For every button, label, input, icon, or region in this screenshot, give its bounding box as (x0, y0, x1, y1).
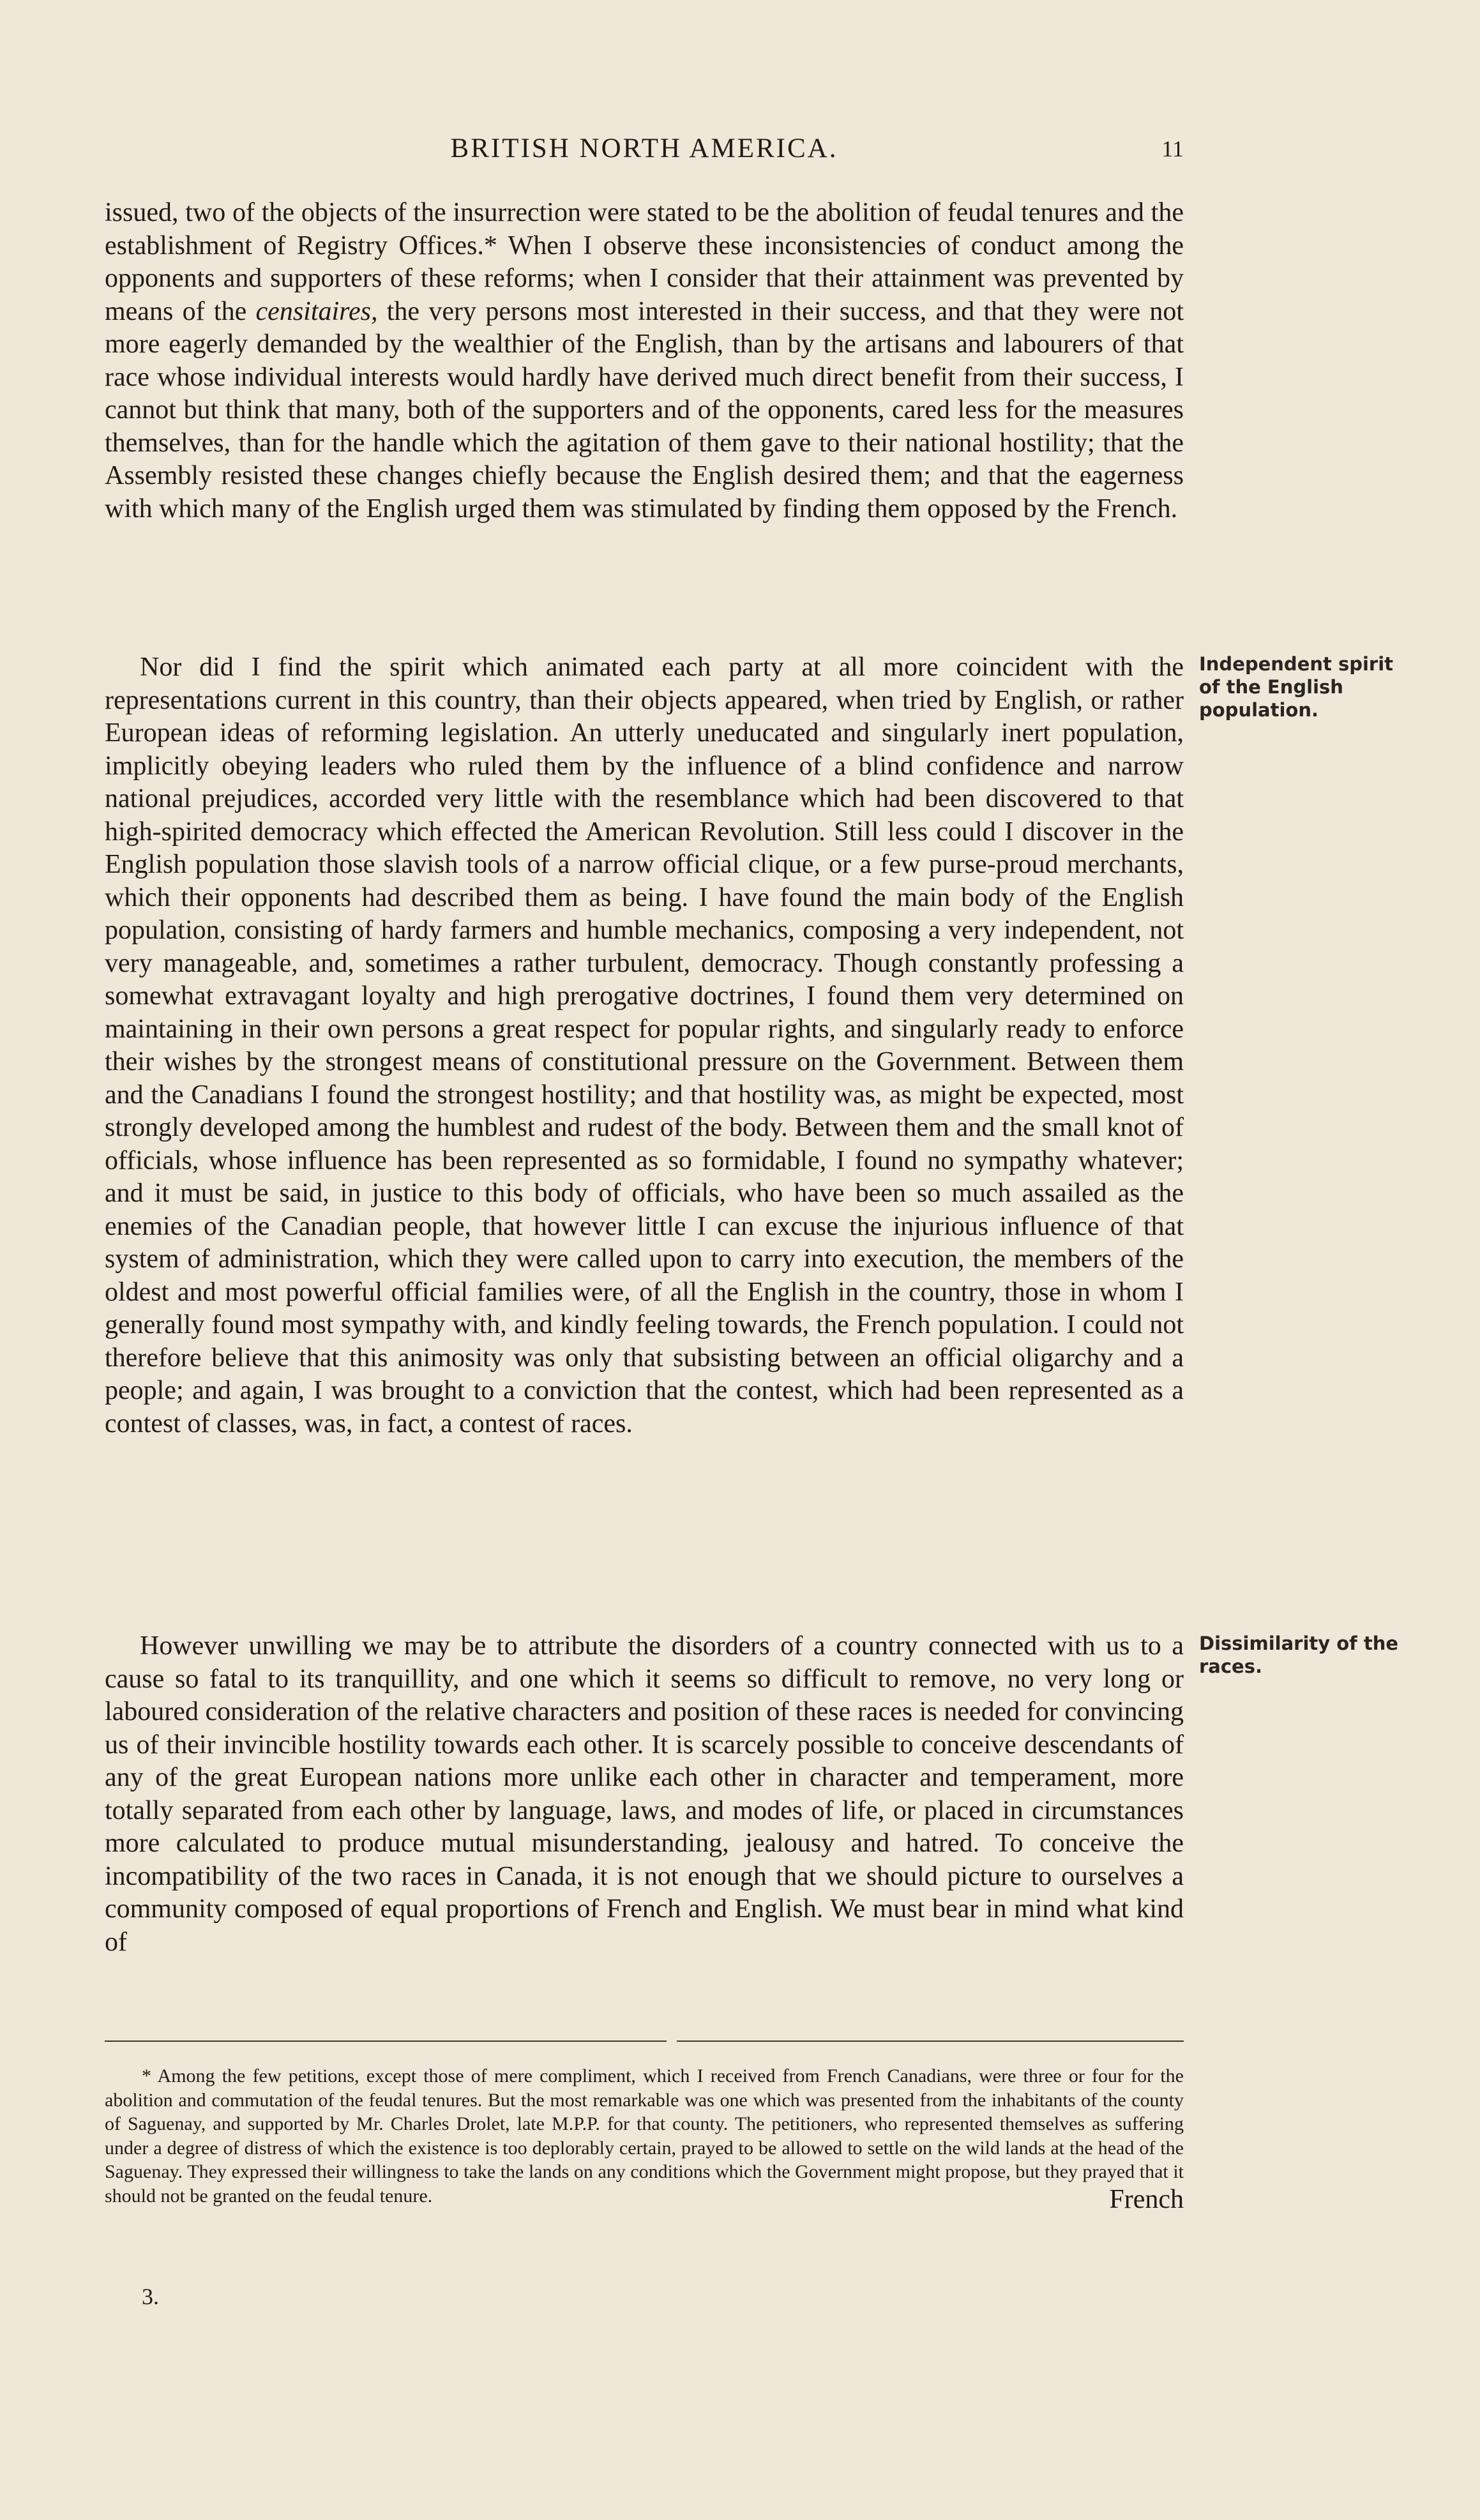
footnote: * Among the few petitions, except those of mere compliment, which I received from French Canadians, were three or four for the abolition and commutation of the feudal tenures. But the most remarkable was one which was presented from the inhabitants of the county of Saguenay, and supported by Mr. Charles Drolet, late M.P.P. for that county. The petitioners, who represented themselves as suffering under a degree of distress of which the existence is too deplorably certain, prayed to be allowed to settle on the wild lands at the head of the Saguenay. They expressed their willingness to take the lands on any conditions which the Government might propose, but they prayed that it should not be granted on the feudal tenure. (105, 2065, 1184, 2207)
sidenote-dissimilarity: Dissimilarity of the races. (1199, 1633, 1399, 1677)
paragraph-1-text-a: issued, two of the objects of the insurrection were stated to be the abolition of feudal tenures and the establishment of Registry Offices.* When I observe these inconsistencies of conduct among the opponents and supporters of these reforms; when I consider that their attainment was prevented by means of the (105, 198, 1184, 326)
running-title: BRITISH NORTH AMERICA. (450, 133, 838, 163)
signature-mark: 3. (142, 2284, 159, 2309)
paragraph-1-text-b: the very persons most interested in their success, and that they were not more eagerly demanded by the wealthier of the English, than by the artisans and labourers of that race whose individual interests would hardly have derived much direct benefit from their success, I cannot but think that many, both of the supporters and of the opponents, cared less for the measures themselves, than for the handle which the agitation of them gave to their national hostility; that the Assembly resisted these changes chiefly because the English desired them; and that the eagerness with which many of the English urged them was stimulated by finding them opposed by the French. (105, 296, 1184, 524)
paragraph-2: Nor did I find the spirit which animated each party at all more coincident with the representations current in this country, than their objects appeared, when tried by English, or rather European ideas of reforming legislation. An utterly uneducated and singularly inert population, implicitly obeying leaders who ruled them by the influence of a blind confidence and narrow national prejudices, accorded very little with the resemblance which had been discovered to that high-spirited democracy which effected the American Revolution. Still less could I discover in the English population those slavish tools of a narrow official clique, or a few purse-proud merchants, which their opponents had described them as being. I have found the main body of the English population, consisting of hardy farmers and humble mechanics, composing a very independent, not very manageable, and, sometimes a rather turbulent, democracy. Though constantly professing a somewhat extravagant loyalty and high prerogative doctrines, I found them very determined on maintaining in their own persons a great respect for popular rights, and singularly ready to enforce their wishes by the strongest means of constitutional pressure on the Government. Between them and the Canadians I found the strongest hostility; and that hostility was, as might be expected, most strongly developed among the humblest and rudest of the body. Between them and the small knot of officials, whose influence has been represented as so formidable, I found no sympathy whatever; and it must be said, in justice to this body of officials, who have been so much assailed as the enemies of the Canadian people, that however little I can excuse the injurious influence of that system of administration, which they were called upon to carry into execution, the members of the oldest and most powerful official families were, of all the English in the country, those in whom I generally found most sympathy with, and kindly feeling towards, the French population. I could not therefore believe that this animosity was only that subsisting between an official oligarchy and a people; and again, I was brought to a conviction that the contest, which had been represented as a contest of classes, was, in fact, a contest of races. (105, 653, 1184, 1438)
paragraph-1 (105, 197, 1184, 525)
page-number: 11 (1161, 136, 1184, 162)
footnote-rule-left (105, 2041, 667, 2042)
footnote-rule-right (677, 2041, 1184, 2042)
catchword: French (1109, 2185, 1184, 2214)
page-header (105, 133, 1184, 171)
paragraph-3: However unwilling we may be to attribute the disorders of a country connected with us to a cause so fatal to its tranquillity, and one which it seems so difficult to remove, no very long or laboured consideration of the relative characters and position of these races is needed for convincing us of their invincible hostility towards each other. It is scarcely possible to conceive descendants of any of the great European nations more unlike each other in character and temperament, more totally separated from each other by language, laws, and modes of life, or placed in circumstances more calculated to produce mutual misunderstanding, jealousy and hatred. To conceive the incompatibility of the two races in Canada, it is not enough that we should picture to ourselves a community composed of equal proportions of French and English. We must bear in mind what kind of (105, 1631, 1184, 1957)
paragraph-1-italic-term: censitaires, (255, 296, 378, 326)
sidenote-independent-spirit: Independent spirit of the English population. (1199, 653, 1394, 721)
